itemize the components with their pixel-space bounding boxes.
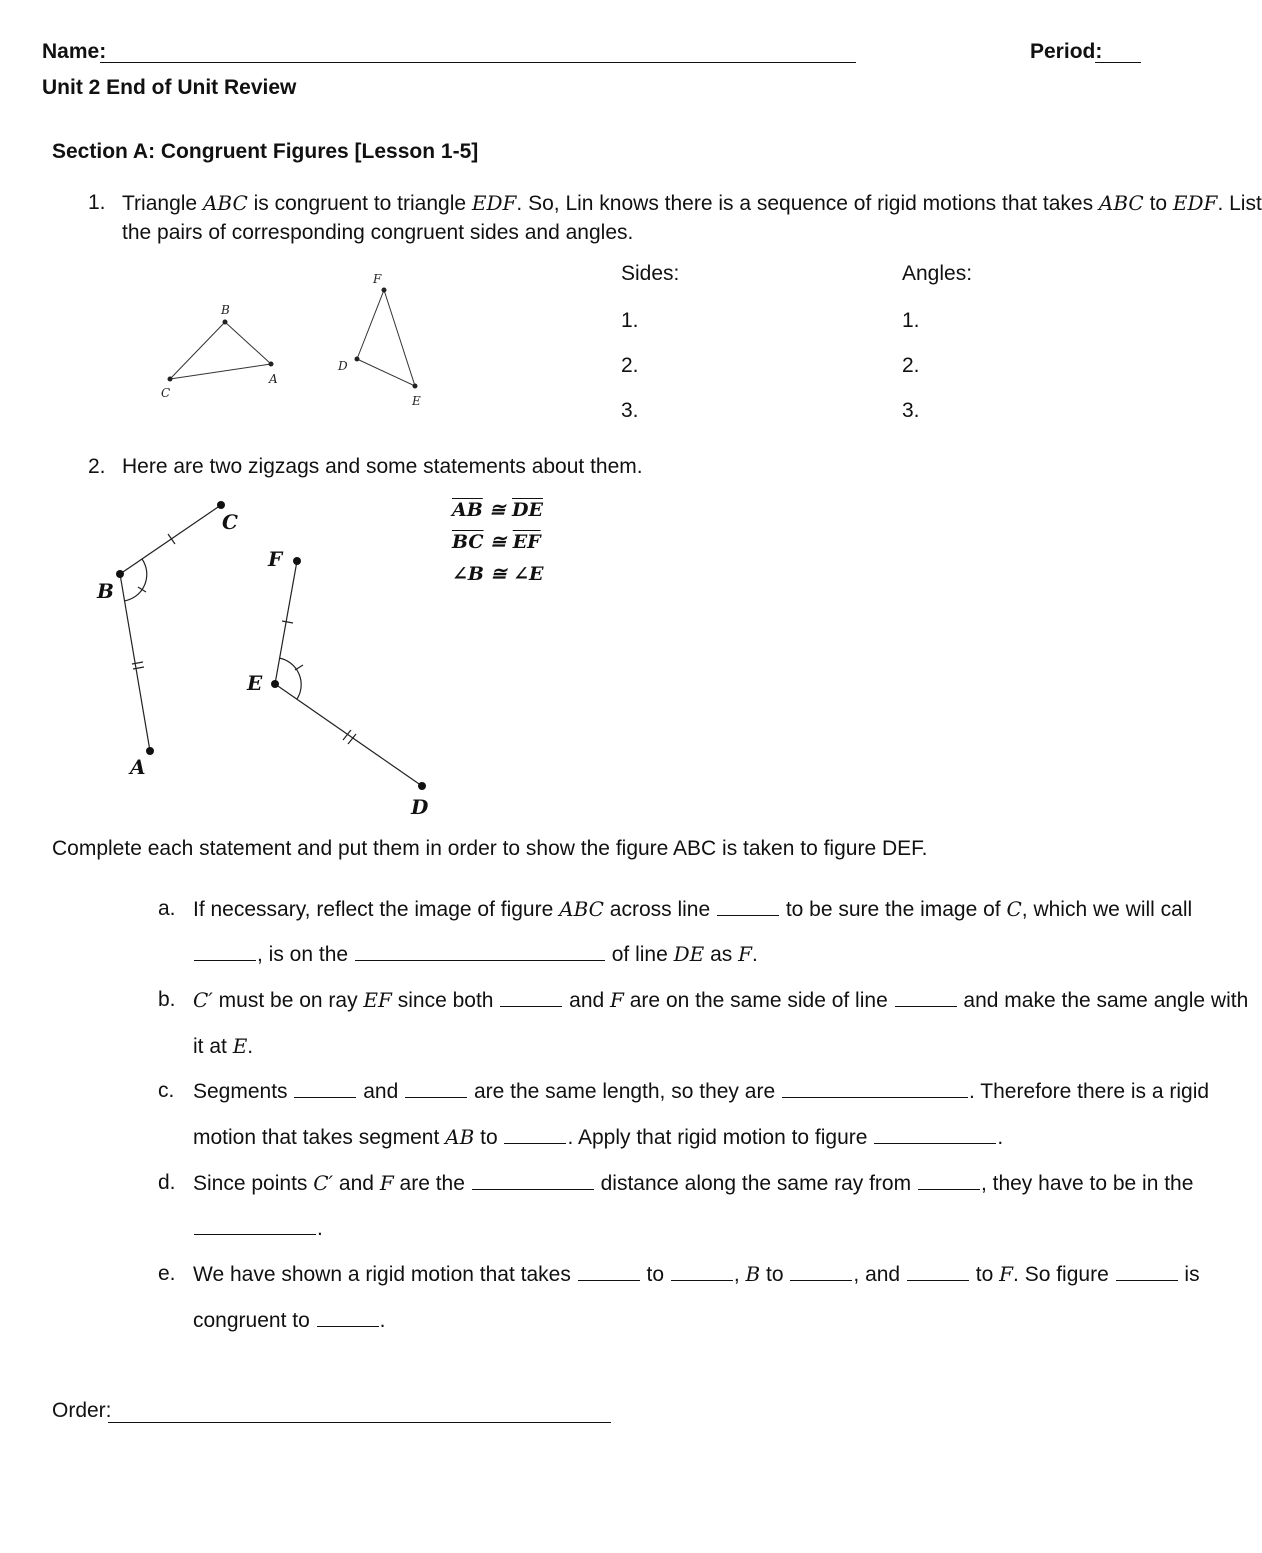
point-a <box>269 362 274 367</box>
label-f: F <box>373 272 382 286</box>
angle-e-arc <box>279 658 301 699</box>
part-c-line1: Segments and are the same length, so they are . Therefore there is a rigid <box>193 1077 1209 1106</box>
segment-fe <box>384 290 415 386</box>
q1-text-line2: the pairs of corresponding congruent sides and angles. <box>122 221 634 244</box>
label-c: C <box>161 386 171 400</box>
point-a <box>146 747 154 755</box>
point-e <box>413 384 418 389</box>
part-b-line1: C′ must be on ray EF since both and F are on the same side of line and make the same angle with <box>193 988 1249 1012</box>
label-e: E <box>412 394 421 408</box>
part-c-line2: motion that takes segment AB to . Apply that rigid motion to figure . <box>193 1125 1004 1149</box>
label-d: D <box>411 795 429 819</box>
part-d-letter: d. <box>158 1171 176 1194</box>
blank-c1[interactable] <box>294 1077 356 1098</box>
section-title: Section A: Congruent Figures [Lesson 1-5] <box>52 140 479 163</box>
blank-e4[interactable] <box>907 1260 969 1281</box>
order-input-line[interactable] <box>108 1422 611 1423</box>
part-e-line2: congruent to . <box>193 1306 385 1335</box>
blank-e5[interactable] <box>1116 1260 1178 1281</box>
label-f: F <box>268 547 283 571</box>
label-e: E <box>247 671 263 695</box>
statement-bc-ef: $\overline{BC}$ ≅ $\overline{EF}$ <box>452 531 541 553</box>
point-e <box>271 680 279 688</box>
segment-fd <box>357 290 384 359</box>
part-e-letter: e. <box>158 1262 176 1285</box>
segment-ca <box>170 364 271 379</box>
part-a-line2: , is on the of line DE as F. <box>193 940 758 969</box>
angles-item-1: 1. <box>902 309 920 332</box>
point-b <box>116 570 124 578</box>
statement-angle-b-e: ∠B ≅ ∠E <box>452 563 544 585</box>
part-a-line1: If necessary, reflect the image of figure ABC across line to be sure the image of C, which we will call <box>193 897 1193 921</box>
name-label: Name: <box>42 40 107 63</box>
q1-number: 1. <box>88 191 106 214</box>
label-a: A <box>269 372 278 386</box>
angles-item-3: 3. <box>902 399 920 422</box>
period-label: Period: <box>1030 40 1103 63</box>
angle-b-arc <box>124 559 147 601</box>
blank-c4[interactable] <box>504 1123 566 1144</box>
blank-b1[interactable] <box>500 986 562 1007</box>
point-f <box>293 557 301 565</box>
q2-zigzags-figure <box>85 490 445 825</box>
label-b: B <box>97 579 114 603</box>
point-d <box>355 357 360 362</box>
blank-d2[interactable] <box>918 1169 980 1190</box>
point-d <box>418 782 426 790</box>
sides-label: Sides: <box>621 262 680 285</box>
part-d-line1: Since points C′ and F are the distance along the same ray from , they have to be in the <box>193 1171 1194 1195</box>
sides-item-1: 1. <box>621 309 639 332</box>
sides-item-2: 2. <box>621 354 639 377</box>
q1-triangles-figure <box>140 262 460 412</box>
part-e-line1: We have shown a rigid motion that takes to , B to , and to F. So figure is <box>193 1262 1200 1286</box>
q2-statements <box>452 494 544 590</box>
angles-item-2: 2. <box>902 354 920 377</box>
part-b-letter: b. <box>158 988 176 1011</box>
part-a-letter: a. <box>158 897 176 920</box>
segment-bc <box>170 322 225 379</box>
name-input-line[interactable] <box>100 62 856 63</box>
blank-a2[interactable] <box>194 940 256 961</box>
order-label: Order: <box>52 1399 112 1422</box>
blank-e6[interactable] <box>317 1306 379 1327</box>
blank-b2[interactable] <box>895 986 957 1007</box>
point-c <box>168 377 173 382</box>
blank-e1[interactable] <box>578 1260 640 1281</box>
blank-a3[interactable] <box>355 940 605 961</box>
segment-ba <box>225 322 271 364</box>
segment-ed <box>275 684 422 786</box>
segment-de <box>357 359 415 386</box>
point-c <box>217 501 225 509</box>
part-c-letter: c. <box>158 1079 175 1102</box>
q1-text-line1: Triangle ABC is congruent to triangle EDF. So, Lin knows there is a sequence of rigid motions that takes ABC to EDF. List <box>122 191 1262 215</box>
page-title: Unit 2 End of Unit Review <box>42 76 297 99</box>
label-c: C <box>222 510 238 534</box>
part-d-line2: . <box>193 1214 323 1243</box>
sides-item-3: 3. <box>621 399 639 422</box>
q2-text: Here are two zigzags and some statements about them. <box>122 455 643 478</box>
blank-a1[interactable] <box>717 895 779 916</box>
angles-label: Angles: <box>902 262 973 285</box>
blank-d1[interactable] <box>472 1169 594 1190</box>
label-a: A <box>130 755 146 779</box>
statement-ab-de: $\overline{AB}$ ≅ $\overline{DE}$ <box>452 499 543 521</box>
label-b: B <box>221 303 230 317</box>
point-b <box>223 320 228 325</box>
point-f <box>382 288 387 293</box>
blank-d3[interactable] <box>194 1214 316 1235</box>
part-b-line2: it at E. <box>193 1034 254 1058</box>
blank-c5[interactable] <box>874 1123 996 1144</box>
period-input-line[interactable] <box>1095 62 1141 63</box>
blank-c2[interactable] <box>405 1077 467 1098</box>
label-d: D <box>338 359 348 373</box>
q2-number: 2. <box>88 455 106 478</box>
blank-e3[interactable] <box>790 1260 852 1281</box>
blank-e2[interactable] <box>671 1260 733 1281</box>
segment-bc <box>120 505 221 574</box>
blank-c3[interactable] <box>782 1077 968 1098</box>
q2-instruction: Complete each statement and put them in order to show the figure ABC is taken to figure DEF. <box>52 837 928 860</box>
